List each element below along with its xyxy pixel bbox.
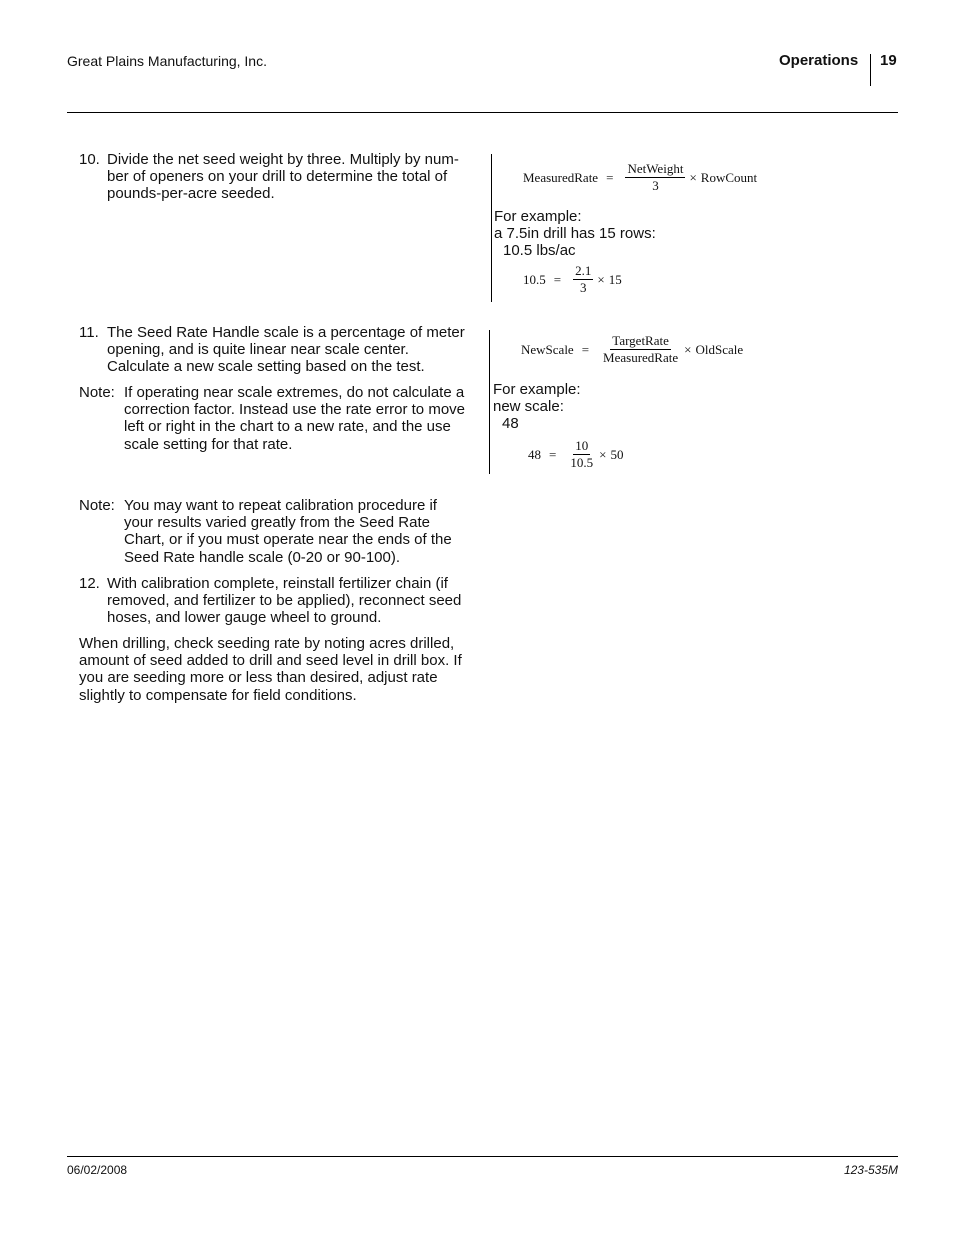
formula-numerator: 10	[575, 438, 589, 453]
note-scale-extremes	[79, 384, 469, 453]
step-number: 12.	[79, 575, 100, 592]
note-text: If operating near scale extremes, do not calculate a correction factor. Instead use the rate error to move left or right in the chart to a new rate, and the use scale setting for that rate.	[124, 384, 466, 453]
formula-denominator: 10.5	[570, 455, 594, 470]
formula-denominator: 3	[652, 178, 659, 193]
formula-equals: =	[606, 169, 614, 185]
formula-lhs: 48	[528, 446, 541, 462]
formula-fraction	[568, 439, 595, 470]
formula-rhs: 50	[610, 446, 624, 462]
formula-numerator: 2.1	[575, 263, 592, 278]
formula-times: ×	[689, 169, 697, 185]
formula-numerator: NetWeight	[627, 161, 684, 176]
formula-lhs: MeasuredRate	[523, 169, 599, 185]
note-label: Note:	[79, 384, 115, 401]
note-text: You may want to repeat calibration procedure if your results varied greatly from the Seed Rate Chart, or if you must operate near the ends of the Seed Rate handle scale (0-20 or 90-100).	[124, 497, 452, 566]
formula-lhs: 10.5	[523, 271, 546, 287]
formula-rhs: RowCount	[700, 169, 758, 185]
header-section-title: Operations	[779, 52, 859, 69]
formula-equals: =	[549, 446, 557, 462]
formula-equals: =	[553, 271, 562, 287]
formula-fraction	[601, 334, 680, 365]
example-heading: For example:	[493, 381, 581, 398]
formula-numerator: TargetRate	[612, 333, 669, 348]
note-repeat-calibration	[79, 497, 469, 566]
note-label: Note:	[79, 497, 115, 514]
step-number: 11.	[79, 324, 99, 341]
step-text: Divide the net seed weight by three. Multiply by num-ber of openers on your drill to determine the total of pounds-per-acre seeded.	[107, 151, 459, 203]
formula-times: ×	[597, 271, 605, 287]
page-number: 19	[880, 52, 897, 69]
formula-times: ×	[684, 341, 692, 357]
new-scale-formula	[521, 334, 743, 365]
header-company: Great Plains Manufacturing, Inc.	[67, 53, 267, 69]
formula-fraction	[573, 264, 593, 295]
formula-denominator: MeasuredRate	[603, 350, 679, 365]
example-line: new scale:	[493, 398, 564, 415]
step-text: With calibration complete, reinstall fertilizer chain (if removed, and fertilizer to be applied), reconnect seed hoses, and lower gauge wheel to ground.	[107, 575, 462, 627]
step-text: The Seed Rate Handle scale is a percentage of meter opening, and is quite linear near scale center. Calculate a new scale setting based on the test.	[107, 324, 465, 376]
example-formula-11	[528, 439, 623, 470]
footer-rule	[67, 1156, 898, 1157]
header-divider	[870, 54, 871, 86]
example-value: 10.5 lbs/ac	[503, 242, 576, 259]
footer-doc-number: 123-535M	[843, 1163, 898, 1177]
formula-times: ×	[599, 446, 607, 462]
formula-rhs: 15	[608, 271, 622, 287]
formula-fraction	[625, 162, 685, 193]
formula-equals: =	[581, 341, 590, 357]
example-block-11	[493, 381, 581, 432]
formula-sidebar-rule	[489, 330, 490, 474]
step-12	[79, 575, 471, 627]
example-block-10	[494, 208, 656, 259]
step-10	[79, 151, 471, 203]
measured-rate-formula	[523, 162, 757, 193]
example-line: a 7.5in drill has 15 rows:	[494, 225, 656, 242]
formula-sidebar-rule	[491, 154, 492, 302]
header-rule	[67, 112, 898, 113]
step-number: 10.	[79, 151, 100, 168]
example-formula-10	[523, 264, 622, 295]
example-heading: For example:	[494, 208, 582, 225]
footer-date: 06/02/2008	[67, 1163, 128, 1177]
formula-rhs: OldScale	[695, 341, 744, 357]
example-value: 48	[502, 415, 519, 432]
step-11	[79, 324, 471, 376]
formula-denominator: 3	[579, 280, 587, 295]
formula-lhs: NewScale	[521, 341, 574, 357]
closing-paragraph: When drilling, check seeding rate by noting acres drilled, amount of seed added to drill and seed level in drill box. If you are seeding more or less than desired, adjust rate slightly to compensate for field conditions.	[79, 635, 462, 704]
